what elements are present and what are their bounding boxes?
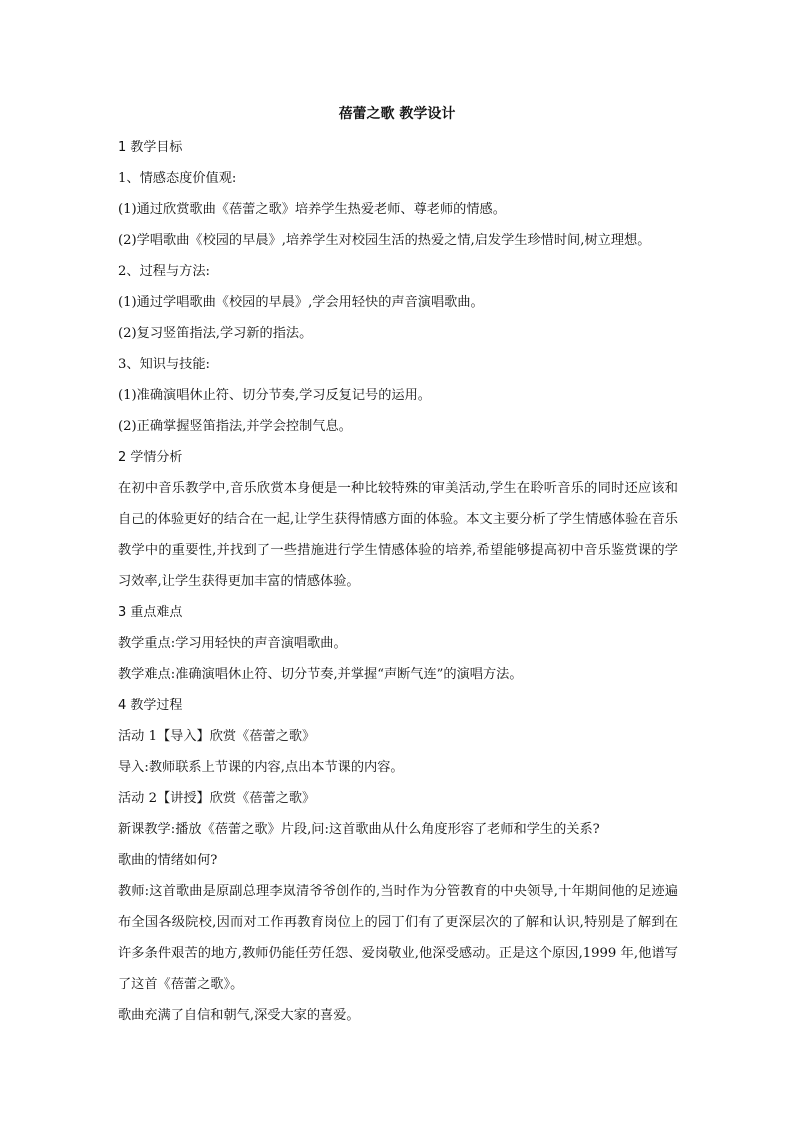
activity-2-heading: 活动 2【讲授】欣赏《蓓蕾之歌》 — [118, 791, 316, 806]
document-title: 蓓蕾之歌 教学设计 — [338, 106, 456, 122]
section-heading-objectives: 1 教学目标 — [118, 140, 183, 155]
objective-item: (2)复习竖笛指法,学习新的指法。 — [118, 326, 313, 341]
subheading-process: 2、过程与方法: — [118, 264, 210, 279]
objective-item: (1)准确演唱休止符、切分节奏,学习反复记号的运用。 — [118, 388, 431, 403]
section-heading-key-points: 3 重点难点 — [118, 605, 183, 620]
document-body — [118, 132, 678, 1031]
objective-item: (2)学唱歌曲《校园的早晨》,培养学生对校园生活的热爱之情,启发学生珍惜时间,树立理想。 — [118, 233, 651, 248]
activity-1-heading: 活动 1【导入】欣赏《蓓蕾之歌》 — [118, 729, 316, 744]
key-point-text: 教学重点:学习用轻快的声音演唱歌曲。 — [118, 636, 347, 651]
section-heading-process: 4 教学过程 — [118, 698, 183, 713]
activity-2-paragraph: 教师:这首歌曲是原副总理李岚清爷爷创作的,当时作为分管教育的中央领导,十年期间他的足迹遍布全国各级院校,因而对工作再教育岗位上的园丁们有了更深层次的了解和认识,特别是了解到在许多条件艰苦的地方,教师仍能任劳任怨、爱岗敬业,他深受感动。正是这个原因,1999 年,他谱写了这首《蓓蕾之歌》。 — [118, 884, 678, 992]
section-heading-analysis: 2 学情分析 — [118, 450, 183, 465]
activity-2-closing: 歌曲充满了自信和朝气,深受大家的喜爱。 — [118, 1008, 360, 1023]
activity-1-text: 导入:教师联系上节课的内容,点出本节课的内容。 — [118, 760, 404, 775]
activity-2-text: 新课教学:播放《蓓蕾之歌》片段,问:这首歌曲从什么角度形容了老师和学生的关系? — [118, 822, 600, 837]
analysis-paragraph: 在初中音乐教学中,音乐欣赏本身便是一种比较特殊的审美活动,学生在聆听音乐的同时还应该和自己的体验更好的结合在一起,让学生获得情感方面的体验。本文主要分析了学生情感体验在音乐教学中的重要性,并找到了一些措施进行学生情感体验的培养,希望能够提高初中音乐鉴赏课的学习效率,让学生获得更加丰富的情感体验。 — [118, 481, 678, 589]
subheading-attitude: 1、情感态度价值观: — [118, 171, 237, 186]
objective-item: (1)通过欣赏歌曲《蓓蕾之歌》培养学生热爱老师、尊老师的情感。 — [118, 202, 506, 217]
subheading-knowledge: 3、知识与技能: — [118, 357, 210, 372]
activity-2-text: 歌曲的情绪如何? — [118, 853, 218, 868]
difficulty-text: 教学难点:准确演唱休止符、切分节奏,并掌握“声断气连”的演唱方法。 — [118, 667, 523, 682]
objective-item: (1)通过学唱歌曲《校园的早晨》,学会用轻快的声音演唱歌曲。 — [118, 295, 484, 310]
objective-item: (2)正确掌握竖笛指法,并学会控制气息。 — [118, 419, 352, 434]
